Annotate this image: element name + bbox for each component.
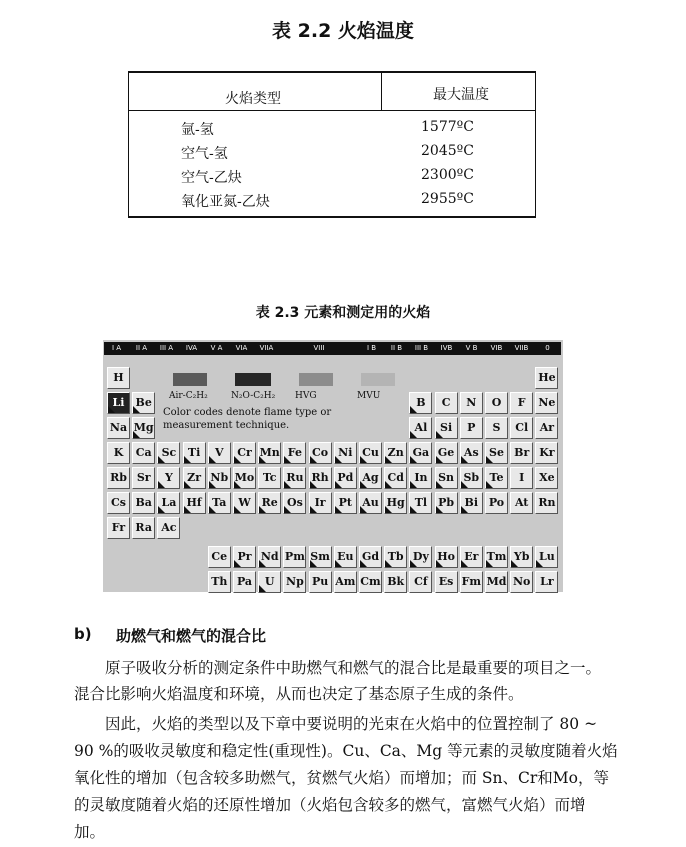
group-header-bar	[104, 342, 561, 355]
flame-marker	[436, 431, 443, 438]
flame-marker	[486, 560, 493, 567]
flame-marker	[486, 481, 493, 488]
element-f: F	[510, 392, 533, 414]
flame-marker	[436, 481, 443, 488]
element-nb: Nb	[208, 467, 231, 489]
flame-marker	[360, 481, 367, 488]
element-ra: Ra	[132, 517, 155, 539]
table-2-2-title: 表 2.2 火焰温度	[272, 20, 414, 42]
legend-label: MVU	[357, 391, 381, 401]
flame-marker	[234, 481, 241, 488]
flame-marker	[310, 506, 317, 513]
group-label: VIIA	[259, 344, 274, 352]
group-label: I A	[111, 344, 122, 352]
element-cf: Cf	[409, 571, 432, 593]
element-ar: Ar	[535, 417, 558, 439]
element-ta: Ta	[208, 492, 231, 514]
paragraph-line: 加。	[74, 823, 106, 841]
flame-marker	[284, 506, 291, 513]
group-label: VIB	[490, 344, 503, 352]
element-in: In	[409, 467, 432, 489]
element-pu: Pu	[309, 571, 332, 593]
flame-marker	[284, 456, 291, 463]
element-bi: Bi	[460, 492, 483, 514]
flame-type-cell: 空气-乙炔	[181, 170, 242, 186]
element-pb: Pb	[435, 492, 458, 514]
flame-marker	[536, 560, 543, 567]
element-au: Au	[359, 492, 382, 514]
element-ba: Ba	[132, 492, 155, 514]
element-br: Br	[510, 442, 533, 464]
element-v: V	[208, 442, 231, 464]
element-n: N	[460, 392, 483, 414]
flame-marker	[461, 456, 468, 463]
element-cm: Cm	[359, 571, 382, 593]
element-al: Al	[409, 417, 432, 439]
element-es: Es	[435, 571, 458, 593]
element-mn: Mn	[258, 442, 281, 464]
element-ir: Ir	[309, 492, 332, 514]
column-header-max-temperature: 最大温度	[433, 87, 489, 103]
element-cs: Cs	[107, 492, 130, 514]
group-label: I B	[366, 344, 377, 352]
flame-marker	[158, 506, 165, 513]
legend-note: Color codes denote flame type or measurement technique.	[163, 407, 332, 431]
flame-type-cell: 氧化亚氮-乙炔	[181, 194, 270, 210]
group-label: V B	[465, 344, 478, 352]
element-th: Th	[208, 571, 231, 593]
flame-marker	[184, 456, 191, 463]
flame-marker	[335, 560, 342, 567]
flame-marker	[511, 560, 518, 567]
element-k: K	[107, 442, 130, 464]
flame-marker	[360, 506, 367, 513]
column-header-flame-type: 火焰类型	[225, 91, 281, 107]
element-ge: Ge	[435, 442, 458, 464]
element-np: Np	[283, 571, 306, 593]
element-mo: Mo	[233, 467, 256, 489]
flame-marker	[209, 481, 216, 488]
legend-label: HVG	[295, 391, 317, 401]
flame-marker	[108, 406, 115, 413]
element-se: Se	[485, 442, 508, 464]
element-er: Er	[460, 546, 483, 568]
paragraph-line: 原子吸收分析的测定条件中助燃气和燃气的混合比是最重要的项目之一。	[74, 659, 602, 677]
element-fm: Fm	[460, 571, 483, 593]
element-lr: Lr	[535, 571, 558, 593]
element-ce: Ce	[208, 546, 231, 568]
group-label: IVB	[440, 344, 453, 352]
flame-marker	[158, 456, 165, 463]
table-header	[129, 73, 535, 111]
element-pa: Pa	[233, 571, 256, 593]
element-re: Re	[258, 492, 281, 514]
element-xe: Xe	[535, 467, 558, 489]
element-sn: Sn	[435, 467, 458, 489]
element-nd: Nd	[258, 546, 281, 568]
element-rb: Rb	[107, 467, 130, 489]
flame-marker	[234, 560, 241, 567]
element-tc: Tc	[258, 467, 281, 489]
paragraph-line: 因此，火焰的类型以及下章中要说明的光束在火焰中的位置控制了 80 ~	[74, 715, 598, 733]
element-be: Be	[132, 392, 155, 414]
element-ho: Ho	[435, 546, 458, 568]
element-li: Li	[107, 392, 130, 414]
flame-marker	[259, 456, 266, 463]
group-label: II B	[390, 344, 403, 352]
element-ag: Ag	[359, 467, 382, 489]
table-row	[129, 187, 535, 211]
element-sb: Sb	[460, 467, 483, 489]
group-label: V A	[210, 344, 223, 352]
flame-marker	[335, 481, 342, 488]
paragraph-line: 的灵敏度随着火焰的还原性增加（火焰包含较多的燃气，富燃气火焰）而增	[74, 796, 586, 814]
element-la: La	[157, 492, 180, 514]
flame-marker	[410, 481, 417, 488]
element-h: H	[107, 367, 130, 389]
flame-marker	[486, 456, 493, 463]
legend-swatch	[299, 373, 333, 386]
flame-marker	[184, 506, 191, 513]
periodic-table	[103, 340, 563, 592]
element-na: Na	[107, 417, 130, 439]
element-o: O	[485, 392, 508, 414]
element-cd: Cd	[384, 467, 407, 489]
flame-marker	[335, 456, 342, 463]
element-u: U	[258, 571, 281, 593]
flame-marker	[385, 560, 392, 567]
element-ru: Ru	[283, 467, 306, 489]
flame-marker	[385, 506, 392, 513]
element-sm: Sm	[309, 546, 332, 568]
flame-marker	[209, 506, 216, 513]
group-label: II A	[135, 344, 148, 352]
element-b: B	[409, 392, 432, 414]
element-tb: Tb	[384, 546, 407, 568]
flame-marker	[310, 481, 317, 488]
legend-label: N₂O-C₂H₂	[231, 391, 276, 401]
element-hg: Hg	[384, 492, 407, 514]
element-c: C	[435, 392, 458, 414]
element-fe: Fe	[283, 442, 306, 464]
element-po: Po	[485, 492, 508, 514]
flame-marker	[234, 506, 241, 513]
group-label: VIII	[313, 344, 325, 352]
flame-marker	[259, 560, 266, 567]
element-kr: Kr	[535, 442, 558, 464]
temperature-cell: 2955ºC	[421, 191, 474, 207]
flame-marker	[436, 506, 443, 513]
legend-swatch	[235, 373, 271, 386]
element-te: Te	[485, 467, 508, 489]
element-lu: Lu	[535, 546, 558, 568]
element-ti: Ti	[183, 442, 206, 464]
flame-marker	[385, 456, 392, 463]
element-tm: Tm	[485, 546, 508, 568]
flame-marker	[158, 481, 165, 488]
element-as: As	[460, 442, 483, 464]
flame-marker	[310, 560, 317, 567]
element-pm: Pm	[283, 546, 306, 568]
flame-marker	[461, 481, 468, 488]
element-ne: Ne	[535, 392, 558, 414]
element-sr: Sr	[132, 467, 155, 489]
element-hf: Hf	[183, 492, 206, 514]
temperature-cell: 2045ºC	[421, 143, 474, 159]
element-si: Si	[435, 417, 458, 439]
flame-marker	[410, 506, 417, 513]
flame-marker	[436, 560, 443, 567]
flame-marker	[209, 456, 216, 463]
legend-label: Air-C₂H₂	[169, 391, 208, 401]
element-at: At	[510, 492, 533, 514]
flame-marker	[461, 560, 468, 567]
element-yb: Yb	[510, 546, 533, 568]
group-label: III A	[159, 344, 174, 352]
table-row	[129, 139, 535, 163]
element-rn: Rn	[535, 492, 558, 514]
table-row	[129, 163, 535, 187]
element-dy: Dy	[409, 546, 432, 568]
flame-type-cell: 空气-氢	[181, 146, 228, 162]
element-y: Y	[157, 467, 180, 489]
paragraph-line: 混合比影响火焰温度和环境，从而也决定了基态原子生成的条件。	[74, 685, 524, 703]
element-pr: Pr	[233, 546, 256, 568]
flame-marker	[284, 481, 291, 488]
flame-marker	[360, 456, 367, 463]
table-row	[129, 115, 535, 139]
flame-marker	[310, 456, 317, 463]
temperature-cell: 1577ºC	[421, 119, 474, 135]
element-sc: Sc	[157, 442, 180, 464]
paragraph-line: 90 %的吸收灵敏度和稳定性(重现性)。Cu、Ca、Mg 等元素的灵敏度随着火焰	[74, 742, 618, 760]
element-p: P	[460, 417, 483, 439]
element-fr: Fr	[107, 517, 130, 539]
element-pt: Pt	[334, 492, 357, 514]
element-eu: Eu	[334, 546, 357, 568]
flame-marker	[410, 456, 417, 463]
element-am: Am	[334, 571, 357, 593]
flame-marker	[436, 456, 443, 463]
flame-type-cell: 氩-氢	[181, 122, 214, 138]
flame-marker	[385, 481, 392, 488]
element-cl: Cl	[510, 417, 533, 439]
element-cu: Cu	[359, 442, 382, 464]
element-ga: Ga	[409, 442, 432, 464]
element-co: Co	[309, 442, 332, 464]
group-label: 0	[545, 344, 550, 352]
group-label: VIA	[235, 344, 248, 352]
paragraph-line: 氧化性的增加（包含较多助燃气，贫燃气火焰）而增加；而 Sn、Cr和Mo，等	[74, 769, 610, 787]
flame-marker	[410, 431, 417, 438]
element-i: I	[510, 467, 533, 489]
column-divider	[381, 73, 382, 110]
flame-marker	[234, 456, 241, 463]
element-ni: Ni	[334, 442, 357, 464]
flame-marker	[133, 431, 140, 438]
element-w: W	[233, 492, 256, 514]
section-title: 助燃气和燃气的混合比	[116, 627, 267, 645]
legend-swatch	[361, 373, 395, 386]
flame-marker	[360, 560, 367, 567]
element-cr: Cr	[233, 442, 256, 464]
element-zr: Zr	[183, 467, 206, 489]
element-tl: Tl	[409, 492, 432, 514]
temperature-cell: 2300ºC	[421, 167, 474, 183]
group-label: III B	[414, 344, 429, 352]
flame-marker	[133, 406, 140, 413]
flame-marker	[410, 406, 417, 413]
element-gd: Gd	[359, 546, 382, 568]
element-s: S	[485, 417, 508, 439]
element-zn: Zn	[384, 442, 407, 464]
group-label: VIIB	[514, 344, 529, 352]
flame-marker	[335, 506, 342, 513]
element-mg: Mg	[132, 417, 155, 439]
flame-marker	[184, 481, 191, 488]
flame-marker	[259, 506, 266, 513]
element-ca: Ca	[132, 442, 155, 464]
element-he: He	[535, 367, 558, 389]
flame-marker	[259, 585, 266, 592]
flame-marker	[461, 506, 468, 513]
element-pd: Pd	[334, 467, 357, 489]
flame-temperature-table	[128, 71, 536, 218]
table-2-3-title: 表 2.3 元素和测定用的火焰	[255, 305, 431, 321]
element-rh: Rh	[309, 467, 332, 489]
section-letter: b)	[74, 625, 92, 643]
element-ac: Ac	[157, 517, 180, 539]
group-label: IVA	[185, 344, 198, 352]
legend-swatch	[173, 373, 207, 386]
element-md: Md	[485, 571, 508, 593]
flame-marker	[410, 560, 417, 567]
element-no: No	[510, 571, 533, 593]
element-os: Os	[283, 492, 306, 514]
element-bk: Bk	[384, 571, 407, 593]
